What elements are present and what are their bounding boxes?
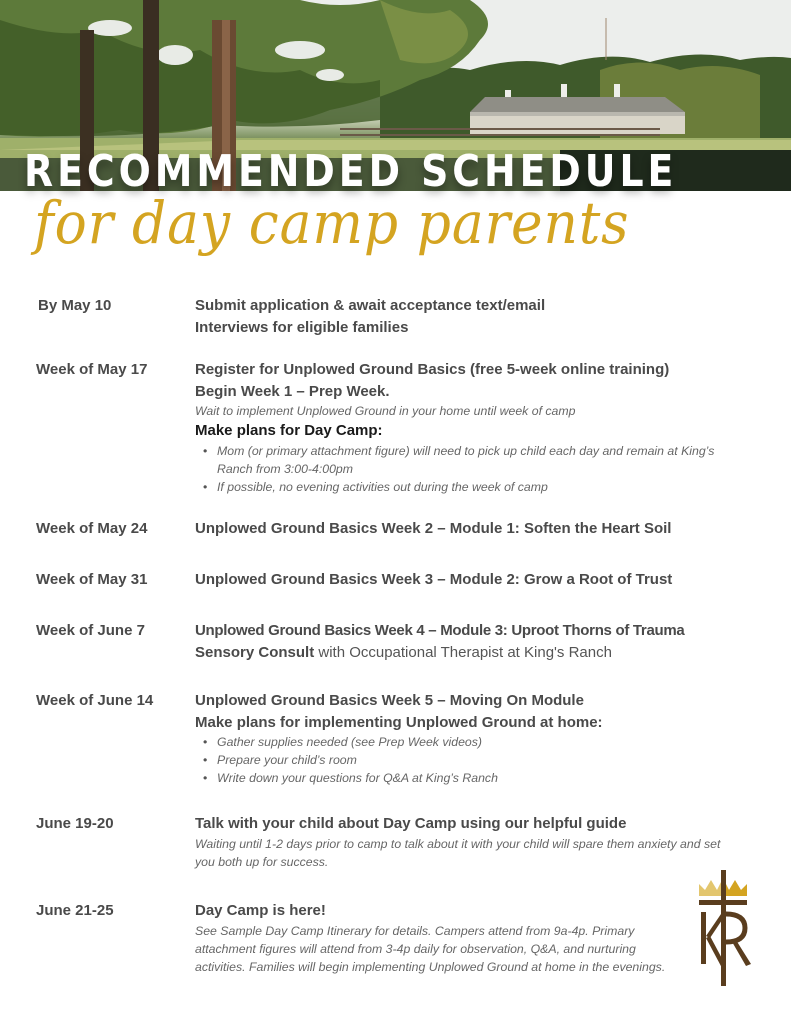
schedule-line: Unplowed Ground Basics Week 5 – Moving On Module — [195, 692, 584, 709]
schedule-date: Week of May 24 — [36, 520, 148, 537]
schedule-line: Interviews for eligible families — [195, 318, 409, 336]
schedule-body — [195, 569, 780, 591]
schedule-line: Unplowed Ground Basics Week 2 – Module 1: Soften the Heart Soil — [195, 520, 672, 537]
bullet-list — [195, 442, 780, 496]
bullet-item — [203, 478, 780, 496]
schedule-line: Unplowed Ground Basics Week 4 – Module 3: Uproot Thorns of Trauma — [195, 622, 685, 639]
bullet-item — [203, 769, 780, 787]
schedule-date: June 21-25 — [36, 902, 114, 919]
page-title: RECOMMENDED SCHEDULE — [24, 146, 678, 197]
schedule-consult — [195, 642, 780, 664]
consult-rest: with Occupational Therapist at King's Ranch — [314, 643, 612, 661]
bullet-icon: • — [203, 479, 208, 494]
schedule-body — [195, 690, 780, 787]
schedule-note: Waiting until 1-2 days prior to camp to talk about it with your child will spare them anxiety and set you both up for success. — [195, 836, 721, 869]
bullet-item — [203, 751, 780, 769]
schedule-subheading: Make plans for Day Camp: — [195, 422, 383, 439]
bullet-text: Write down your questions for Q&A at King’s Ranch — [217, 771, 498, 785]
schedule-line: Submit application & await acceptance text/email — [195, 297, 546, 314]
kr-monogram-icon — [693, 868, 753, 988]
bullet-item — [203, 442, 727, 478]
schedule-date: Week of May 17 — [36, 361, 148, 378]
bullet-icon: • — [203, 753, 208, 767]
schedule-date: Week of June 7 — [36, 622, 145, 639]
bullet-icon: • — [203, 771, 208, 785]
schedule-body — [195, 518, 780, 540]
consult-bold: Sensory Consult — [195, 643, 315, 661]
schedule-line: Begin Week 1 – Prep Week. — [195, 382, 390, 400]
bullet-icon: • — [203, 443, 208, 458]
bullet-text: Mom (or primary attachment figure) will need to pick up child each day and remain at King’s Ranch from 3:00-4:00pm — [217, 443, 715, 476]
bullet-item — [203, 733, 780, 751]
schedule-line: Unplowed Ground Basics Week 3 – Module 2: Grow a Root of Trust — [195, 571, 673, 588]
page-subtitle: for day camp parents — [34, 189, 630, 257]
schedule-date: Week of June 14 — [36, 692, 154, 709]
kings-ranch-logo — [693, 868, 753, 988]
bullet-list — [195, 733, 780, 787]
schedule-line: Day Camp is here! — [195, 902, 326, 919]
schedule-body — [195, 295, 780, 338]
schedule-body — [195, 620, 780, 663]
schedule-date: By May 10 — [38, 297, 112, 314]
bullet-text: Gather supplies needed (see Prep Week videos) — [217, 735, 482, 749]
schedule-body — [195, 359, 780, 496]
schedule-date: June 19-20 — [36, 815, 114, 832]
schedule-line: Register for Unplowed Ground Basics (free 5-week online training) — [195, 361, 670, 378]
schedule-body — [195, 813, 780, 871]
bullet-icon: • — [203, 735, 208, 749]
schedule-line: Make plans for implementing Unplowed Ground at home: — [195, 713, 603, 731]
schedule-line: Talk with your child about Day Camp using our helpful guide — [195, 815, 627, 832]
bullet-text: If possible, no evening activities out during the week of camp — [217, 479, 548, 494]
bullet-text: Prepare your child’s room — [217, 753, 357, 767]
schedule-date: Week of May 31 — [36, 571, 148, 588]
schedule-note: See Sample Day Camp Itinerary for details. Campers attend from 9a-4p. Primary attachment figures will attend from 3-4p daily for observation, Q&A, and nurturing activities. Families will begin implementing Unplowed Ground at home in the evenings. — [195, 923, 666, 974]
schedule-note: Wait to implement Unplowed Ground in your home until week of camp — [195, 404, 576, 418]
